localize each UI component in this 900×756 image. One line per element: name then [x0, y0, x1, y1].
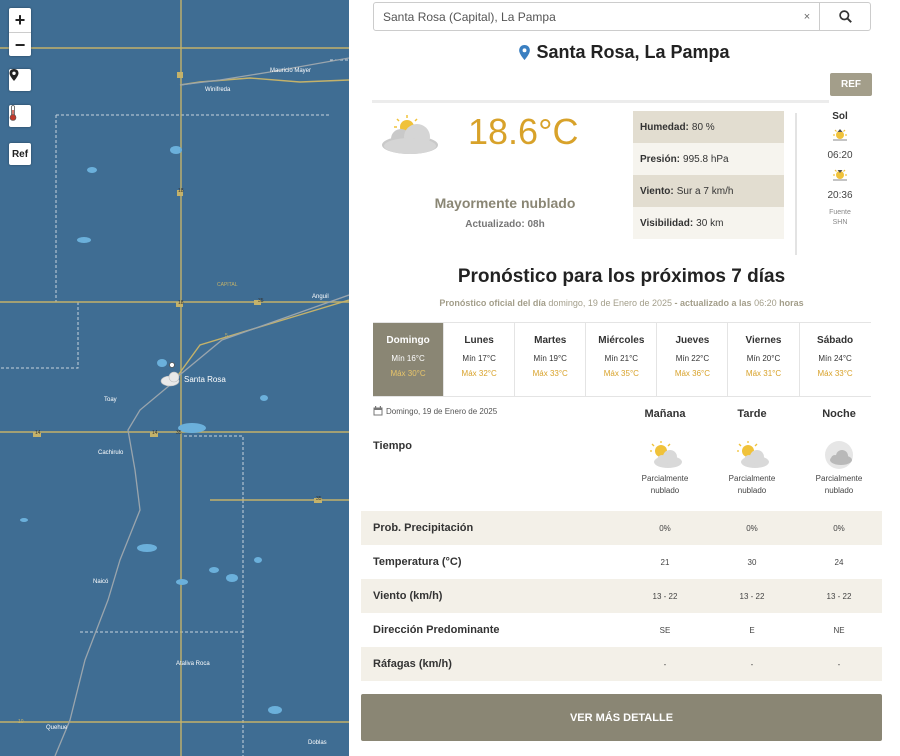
zoom-out-button[interactable]: − [9, 32, 31, 56]
day-name: Miércoles [598, 335, 645, 346]
day-max: Máx 32°C [461, 369, 497, 378]
day-min: Mín 22°C [675, 354, 710, 363]
more-detail-button[interactable]: VER MÁS DETALLE [361, 694, 882, 741]
map-road-number: 14 [35, 430, 41, 436]
day-min: Mín 24°C [818, 354, 852, 363]
weather-desc-line: Parcialmente [815, 474, 863, 483]
locate-button[interactable] [9, 69, 31, 91]
subtitle-part: horas [779, 298, 804, 308]
map-pin-icon [9, 69, 19, 81]
day-min: Mín 16°C [391, 354, 425, 363]
day-tab-domingo[interactable] [373, 323, 444, 396]
sun-info [819, 111, 861, 228]
day-tab-sabado[interactable] [800, 323, 871, 396]
weather-panel [349, 0, 900, 756]
day-name: Jueves [675, 335, 710, 346]
day-tab-jueves[interactable] [657, 323, 728, 396]
detail-value: 80 % [691, 121, 715, 133]
clear-search-button[interactable]: × [803, 10, 811, 23]
search-button[interactable] [819, 3, 870, 30]
detail-date-text: Domingo, 19 de Enero de 2025 [386, 406, 498, 416]
row-value: - [663, 659, 667, 669]
day-min: Mín 17°C [462, 354, 496, 363]
weather-desc-line: nublado [737, 486, 767, 495]
day-name: Domingo [386, 335, 430, 346]
calendar-icon [373, 406, 383, 416]
detail-label: Visibilidad: [640, 217, 694, 229]
row-label: Ráfagas (km/h) [373, 658, 452, 670]
map-road-number: 35 [176, 430, 182, 436]
forecast-subtitle [349, 298, 894, 308]
day-max: Máx 36°C [674, 369, 711, 378]
map-road-number: 14 [152, 430, 158, 436]
detail-label: Humedad: [640, 121, 689, 133]
humidity-row [633, 111, 784, 143]
sun-header: Sol [832, 111, 848, 122]
current-temperature: 18.6°C [468, 111, 579, 152]
divider [372, 100, 829, 103]
day-max: Máx 33°C [532, 369, 568, 378]
day-tab-miercoles[interactable] [586, 323, 657, 396]
search-input[interactable] [374, 3, 795, 30]
day-tabs [373, 322, 871, 397]
current-details [633, 111, 784, 239]
row-value: NE [833, 625, 845, 635]
day-max: Máx 35°C [603, 369, 639, 378]
day-max: Máx 31°C [745, 369, 782, 378]
table-row [361, 511, 882, 545]
map-label-winifreda: Winifreda [205, 87, 231, 93]
detail-value: 30 km [696, 217, 724, 229]
row-label: Temperatura (°C) [373, 556, 462, 568]
zoom-in-button[interactable]: + [14, 10, 26, 30]
row-value: 0% [746, 523, 758, 533]
wind-row [633, 175, 784, 207]
map-road-number: 5 [225, 333, 228, 339]
map-road-number: 35 [316, 496, 322, 502]
day-name: Lunes [464, 335, 494, 346]
partly-cloudy-night-icon [809, 440, 869, 470]
day-name: Viernes [745, 335, 782, 346]
row-value: 21 [660, 557, 670, 567]
row-value: 0% [833, 523, 845, 533]
period-manana: Mañana [644, 408, 686, 420]
weather-desc-tarde [722, 473, 782, 497]
weather-desc-line: Parcialmente [728, 474, 776, 483]
map-label-ataliva-roca: Ataliva Roca [176, 661, 210, 667]
map-label-cachirulo: Cachirulo [98, 450, 124, 456]
map[interactable] [0, 0, 349, 756]
search-icon [839, 10, 852, 23]
map-label-santa-rosa[interactable]: Santa Rosa [184, 375, 226, 384]
day-max: Máx 30°C [390, 369, 426, 378]
day-tab-lunes[interactable] [444, 323, 515, 396]
map-label-mauricio-mayer: Mauricio Mayer [270, 68, 312, 74]
location-name: Santa Rosa, La Pampa [536, 42, 730, 62]
pressure-row [633, 143, 784, 175]
partly-cloudy-day-icon [635, 440, 695, 470]
thermometer-icon [9, 105, 17, 121]
subtitle-date: domingo, 19 de Enero de 2025 [548, 298, 673, 308]
day-name: Martes [534, 335, 567, 346]
location-title [349, 42, 900, 63]
current-updated: Actualizado: 08h [465, 219, 545, 230]
day-tab-viernes[interactable] [728, 323, 799, 396]
map-road-number: 18 [178, 188, 184, 194]
row-label: Viento (km/h) [373, 590, 443, 602]
map-road-number: 18 [178, 300, 184, 306]
sun-source [819, 208, 861, 228]
day-min: Mín 21°C [604, 354, 639, 363]
sunrise-icon [819, 127, 861, 147]
day-min: Mín 19°C [533, 354, 567, 363]
period-tarde: Tarde [737, 408, 767, 420]
temperature-layer-button[interactable] [9, 105, 31, 127]
row-label: Prob. Precipitación [373, 522, 474, 534]
map-label-capital: CAPITAL [217, 282, 238, 288]
row-value: - [837, 659, 841, 669]
detail-value: 995.8 hPa [683, 153, 729, 165]
table-row [361, 545, 882, 579]
day-name: Sábado [817, 335, 854, 346]
detail-table [361, 511, 882, 681]
row-value: 13 - 22 [826, 591, 852, 601]
row-value: 24 [834, 557, 844, 567]
search-box [373, 2, 871, 31]
partly-cloudy-day-icon [722, 440, 782, 470]
detail-value: Sur a 7 km/h [676, 185, 734, 197]
tiempo-label: Tiempo [373, 440, 412, 452]
visibility-row [633, 207, 784, 239]
location-pin-icon [519, 45, 530, 60]
forecast-title: Pronóstico para los próximos 7 días [457, 266, 786, 287]
row-value: 0% [659, 523, 671, 533]
weather-desc-line: nublado [650, 486, 680, 495]
sunset-icon [819, 167, 861, 187]
mostly-cloudy-icon [379, 113, 441, 162]
zoom-control [9, 8, 31, 56]
sunset-time: 20:36 [827, 190, 853, 201]
period-noche: Noche [822, 408, 856, 420]
table-row [361, 647, 882, 681]
row-value: - [750, 659, 754, 669]
subtitle-part: - actualizado a las [674, 298, 752, 308]
map-canvas [0, 0, 349, 756]
subtitle-part: Pronóstico oficial del día [439, 298, 546, 308]
row-value: 30 [747, 557, 757, 567]
ref-button[interactable]: REF [830, 73, 872, 96]
detail-label: Viento: [640, 185, 674, 197]
detail-label: Presión: [640, 153, 681, 165]
map-label-toay: Toay [104, 397, 117, 403]
source-label: Fuente [829, 209, 851, 216]
table-row [361, 613, 882, 647]
map-ref-button[interactable]: Ref [9, 143, 31, 165]
weather-desc-line: Parcialmente [641, 474, 689, 483]
detail-date [373, 406, 497, 416]
map-label-doblas: Doblas [308, 740, 327, 746]
map-road-number: 35 [258, 298, 264, 304]
day-min: Mín 20°C [746, 354, 781, 363]
map-label-quehue: Quehue [46, 725, 68, 731]
weather-desc-noche [809, 473, 869, 497]
map-road-number: 10 [18, 719, 24, 725]
row-value: SE [659, 625, 671, 635]
map-label-naico: Naicó [93, 579, 109, 585]
source-value: SHN [832, 219, 848, 226]
day-tab-martes[interactable] [515, 323, 586, 396]
weather-desc-manana [635, 473, 695, 497]
divider [795, 113, 797, 255]
sunrise-time: 06:20 [827, 150, 853, 161]
map-label-anguil: Anguil [312, 294, 329, 300]
row-label: Dirección Predominante [373, 624, 500, 636]
current-description: Mayormente nublado [434, 195, 576, 211]
row-value: 13 - 22 [652, 591, 678, 601]
row-value: 13 - 22 [739, 591, 765, 601]
day-max: Máx 33°C [817, 369, 853, 378]
weather-desc-line: nublado [824, 486, 854, 495]
row-value: E [749, 625, 755, 635]
subtitle-time: 06:20 [754, 298, 777, 308]
table-row [361, 579, 882, 613]
